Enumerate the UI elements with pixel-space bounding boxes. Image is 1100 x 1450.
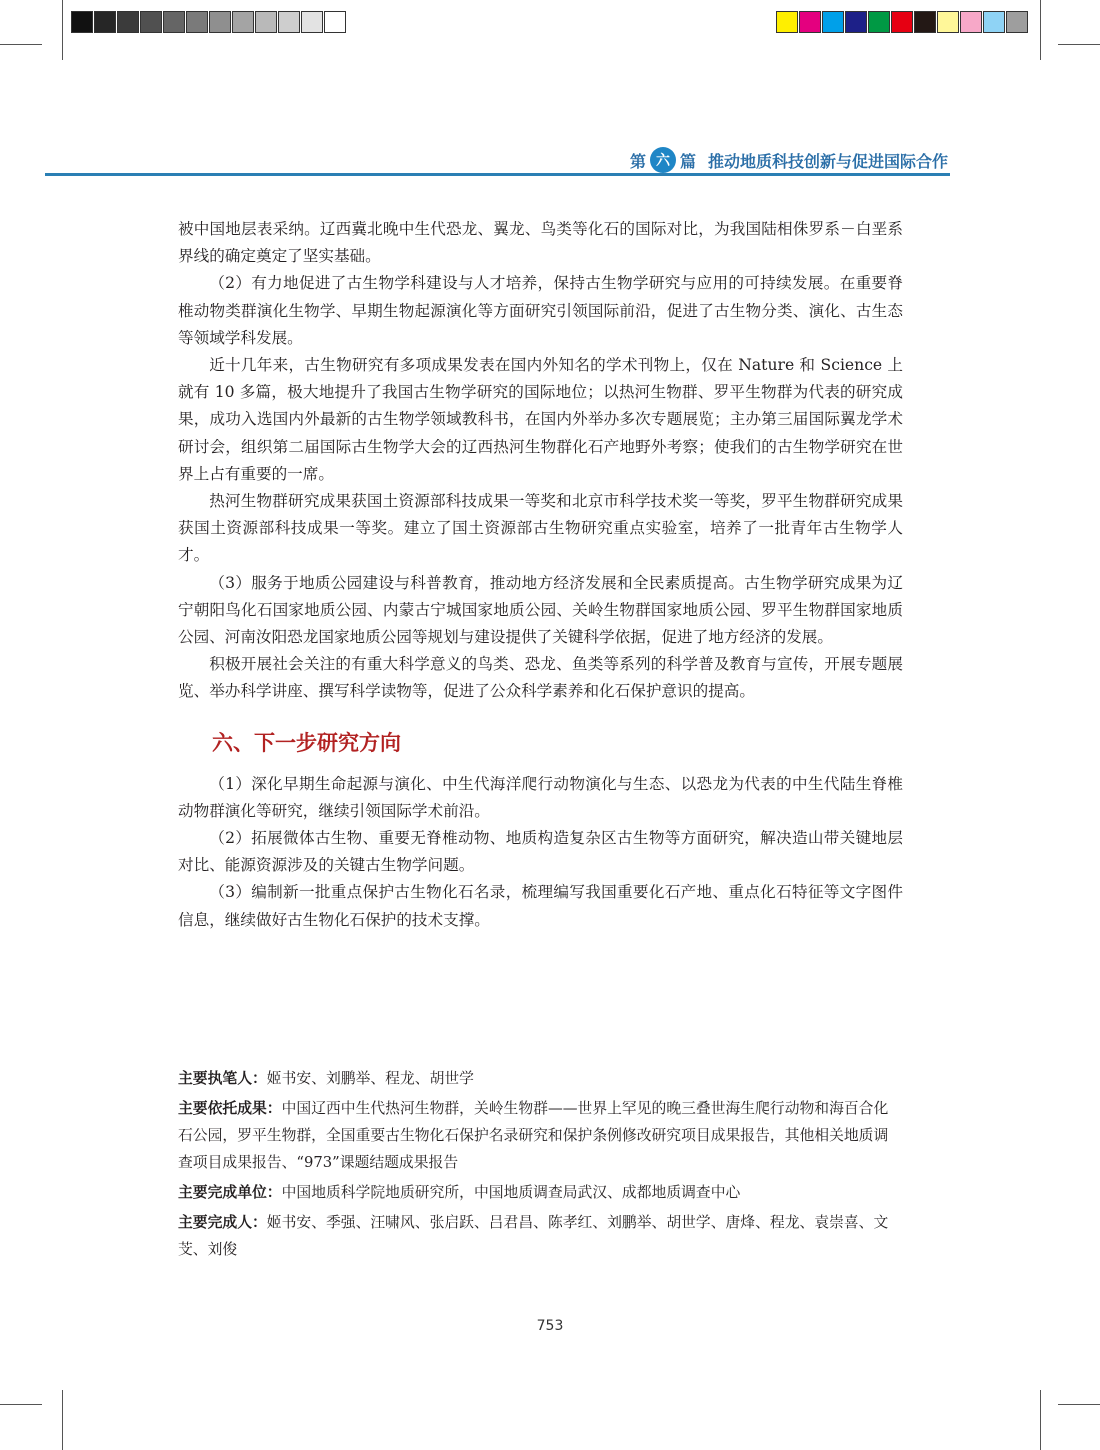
- calibration-swatch: [845, 11, 867, 33]
- paragraph: 积极开展社会关注的有重大科学意义的鸟类、恐龙、鱼类等系列的科学普及教育与宣传，开展专题展览、举办科学讲座、撰写科学读物等，促进了公众科学素养和化石保护意识的提高。: [178, 655, 903, 701]
- paragraph: （3）编制新一批重点保护古生物化石名录，梳理编写我国重要化石产地、重点化石特征等文字图件信息，继续做好古生物化石保护的技术支撑。: [178, 883, 903, 929]
- calibration-swatch: [822, 11, 844, 33]
- paragraph: （2）有力地促进了古生物学科建设与人才培养，保持古生物学研究与应用的可持续发展。在重要脊椎动物类群演化生物学、早期生物起源演化等方面研究引领国际前沿，促进了古生物分类、演化、古生态等领域学科发展。: [178, 274, 903, 347]
- credit-label: 主要完成单位：: [178, 1184, 282, 1201]
- credit-text: 姬书安、刘鹏举、程龙、胡世学: [266, 1070, 474, 1087]
- paragraph: 被中国地层表采纳。辽西冀北晚中生代恐龙、翼龙、鸟类等化石的国际对比，为我国陆相侏罗系－白垩系界线的确定奠定了坚实基础。: [178, 220, 903, 266]
- credit-label: 主要依托成果：: [178, 1100, 282, 1117]
- crop-mark-tl-v: [62, 0, 63, 60]
- credit-label: 主要完成人：: [178, 1214, 267, 1231]
- crop-mark-tr-v: [1040, 0, 1041, 60]
- calibration-swatch: [776, 11, 798, 33]
- credits-block: [178, 1065, 903, 1266]
- calibration-swatch: [232, 11, 254, 33]
- header-text: [630, 147, 948, 173]
- running-header: [45, 140, 950, 176]
- crop-mark-tr-h: [1058, 44, 1100, 45]
- grayscale-calibration-bar: [71, 11, 347, 33]
- body-text: [178, 216, 903, 934]
- credit-text: 中国辽西中生代热河生物群，关岭生物群——世界上罕见的晚三叠世海生爬行动物和海百合化石公园，罗平生物群，全国重要古生物化石保护名录研究和保护条例修改研究项目成果报告，其他相关地质调查项目成果报告、“973”课题结题成果报告: [178, 1100, 889, 1171]
- calibration-swatch: [94, 11, 116, 33]
- crop-mark-bl-v: [62, 1390, 63, 1450]
- calibration-swatch: [117, 11, 139, 33]
- chapter-prefix: 第: [629, 151, 646, 171]
- calibration-swatch: [71, 11, 93, 33]
- chapter-suffix: 篇: [679, 151, 696, 171]
- calibration-swatch: [278, 11, 300, 33]
- page-number: 753: [536, 1318, 564, 1334]
- credit-entry: [178, 1209, 903, 1263]
- calibration-swatch: [1006, 11, 1028, 33]
- credit-text: 姬书安、季强、汪啸风、张启跃、吕君昌、陈孝红、刘鹏举、胡世学、唐烽、程龙、袁崇喜、文芠、刘俊: [178, 1214, 889, 1258]
- color-calibration-bar: [776, 11, 1029, 33]
- crop-mark-bl-h: [0, 1404, 42, 1405]
- calibration-swatch: [186, 11, 208, 33]
- paragraph: （3）服务于地质公园建设与科普教育，推动地方经济发展和全民素质提高。古生物学研究成果为辽宁朝阳鸟化石国家地质公园、内蒙古宁城国家地质公园、关岭生物群国家地质公园、罗平生物群国家地质公园、河南汝阳恐龙国家地质公园等规划与建设提供了关键科学依据，促进了地方经济的发展。: [178, 573, 903, 647]
- calibration-swatch: [163, 11, 185, 33]
- calibration-swatch: [140, 11, 162, 33]
- calibration-swatch: [324, 11, 346, 33]
- calibration-swatch: [937, 11, 959, 33]
- paragraph: 近十几年来，古生物研究有多项成果发表在国内外知名的学术刊物上，仅在 Nature 和 Science 上就有 10 多篇，极大地提升了我国古生物学研究的国际地位；以热河生物群、罗平生物群为代表的研究成果，成功入选国内外最新的古生物学领域教科书，在国内外举办多次专题展览；主办第三届国际翼龙学术研讨会，组织第二届国际古生物学大会的辽西热河生物群化石产地野外考察；使我们的古生物学研究在世界上占有重要的一席。: [178, 356, 903, 483]
- crop-mark-br-v: [1040, 1390, 1041, 1450]
- calibration-swatch: [799, 11, 821, 33]
- chapter-title: 推动地质科技创新与促进国际合作: [707, 151, 948, 171]
- paragraph: （1）深化早期生命起源与演化、中生代海洋爬行动物演化与生态、以恐龙为代表的中生代陆生脊椎动物群演化等研究，继续引领国际学术前沿。: [178, 774, 903, 820]
- calibration-swatch: [960, 11, 982, 33]
- calibration-swatch: [891, 11, 913, 33]
- credit-entry: [178, 1179, 903, 1206]
- calibration-swatch: [209, 11, 231, 33]
- crop-mark-br-h: [1058, 1404, 1100, 1405]
- paragraph: （2）拓展微体古生物、重要无脊椎动物、地质构造复杂区古生物等方面研究，解决造山带关键地层对比、能源资源涉及的关键古生物学问题。: [178, 829, 903, 875]
- calibration-swatch: [255, 11, 277, 33]
- header-rule: [45, 173, 950, 176]
- section-heading: 六、下一步研究方向: [212, 730, 401, 755]
- calibration-swatch: [983, 11, 1005, 33]
- credit-label: 主要执笔人：: [178, 1070, 267, 1087]
- calibration-swatch: [301, 11, 323, 33]
- credit-entry: [178, 1095, 903, 1176]
- calibration-swatch: [868, 11, 890, 33]
- calibration-swatch: [914, 11, 936, 33]
- credit-entry: [178, 1065, 903, 1092]
- paragraph: 热河生物群研究成果获国土资源部科技成果一等奖和北京市科学技术奖一等奖，罗平生物群研究成果获国土资源部科技成果一等奖。建立了国土资源部古生物研究重点实验室，培养了一批青年古生物学人才。: [178, 492, 903, 565]
- crop-mark-tl-h: [0, 44, 42, 45]
- chapter-number-badge: 六: [650, 147, 676, 173]
- credit-text: 中国地质科学院地质研究所，中国地质调查局武汉、成都地质调查中心: [281, 1184, 741, 1201]
